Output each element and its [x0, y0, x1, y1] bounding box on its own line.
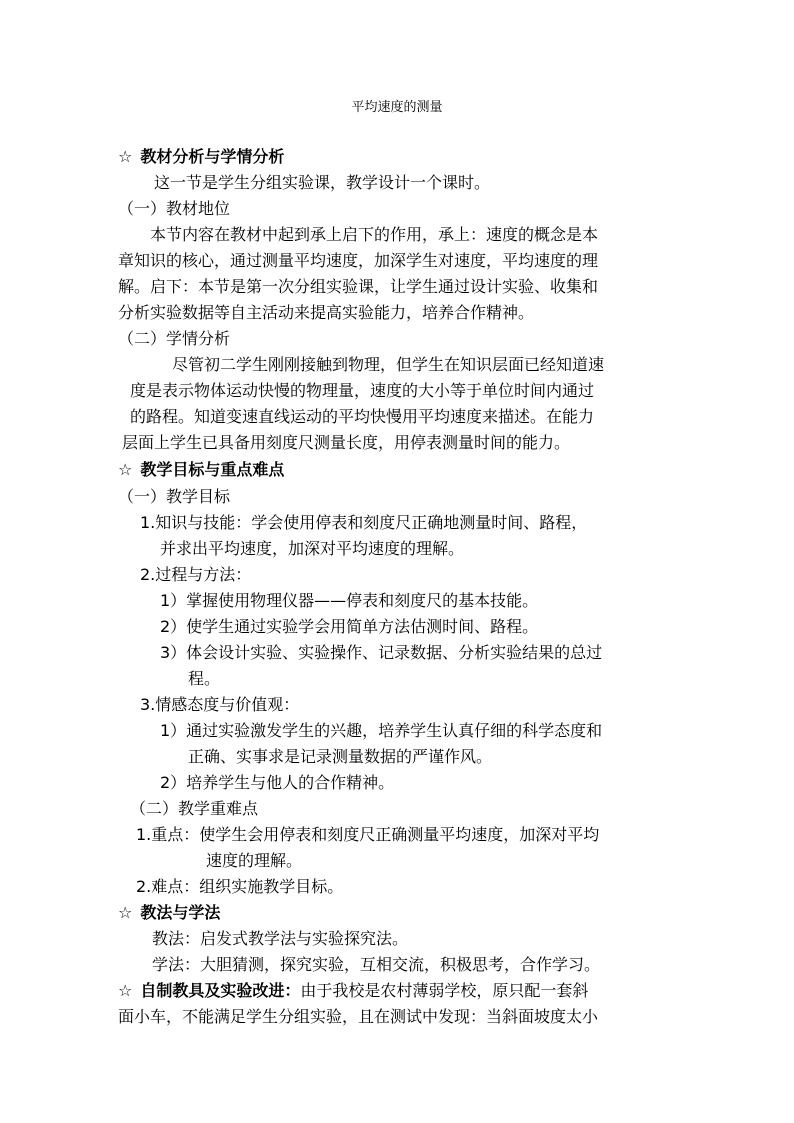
- list-item: 2.难点：组织实施教学目标。: [136, 877, 344, 896]
- subsection-heading: （一）教材地位: [118, 199, 231, 218]
- paragraph-line: 这一节是学生分组实验课，教学设计一个课时。: [154, 173, 491, 192]
- subsection-heading: （二）教学重难点: [130, 799, 259, 818]
- star-icon: ☆: [118, 903, 133, 922]
- list-item: 1.重点：使学生会用停表和刻度尺正确测量平均速度，加深对平均: [136, 825, 600, 844]
- section-heading-text: 教学目标与重点难点: [140, 460, 285, 479]
- paragraph-line: 的路程。知道变速直线运动的平均快慢用平均速度来描述。在能力: [130, 407, 595, 426]
- sub-list-item: 3）体会设计实验、实验操作、记录数据、分析实验结果的总过: [160, 643, 603, 662]
- sub-list-item: 2）培养学生与他人的合作精神。: [160, 773, 395, 792]
- sub-list-item: 1）掌握使用物理仪器——停表和刻度尺的基本技能。: [160, 591, 539, 610]
- paragraph-line: 层面上学生已具备用刻度尺测量长度，用停表测量时间的能力。: [122, 433, 571, 452]
- star-icon: ☆: [118, 981, 133, 1000]
- list-item: 2.过程与方法：: [140, 565, 252, 584]
- subsection-heading: （二）学情分析: [118, 329, 231, 348]
- sub-list-item: 1）通过实验激发学生的兴趣，培养学生认真仔细的科学态度和: [160, 721, 603, 740]
- paragraph-line: 教法：启发式教学法与实验探究法。: [152, 929, 409, 948]
- subsection-heading: （一）教学目标: [118, 487, 231, 506]
- sub-list-item-continuation: 正确、实事求是记录测量数据的严谨作风。: [188, 747, 493, 766]
- page-title: 平均速度的测量: [351, 100, 443, 115]
- paragraph-line: 分析实验数据等自主活动来提高实验能力，培养合作精神。: [118, 303, 535, 322]
- paragraph-line: 度是表示物体运动快慢的物理量，速度的大小等于单位时间内通过: [130, 381, 595, 400]
- section-heading-text: 教材分析与学情分析: [140, 147, 285, 166]
- list-item: 1.知识与技能：学会使用停表和刻度尺正确地测量时间、路程，: [140, 513, 588, 532]
- paragraph-line: 解。启下：本节是第一次分组实验课，让学生通过设计实验、收集和: [118, 277, 599, 296]
- list-item: 3.情感态度与价值观：: [140, 695, 300, 714]
- paragraph-line: 面小车，不能满足学生分组实验，且在测试中发现：当斜面坡度太小: [118, 1007, 599, 1026]
- paragraph-line: 学法：大胆猜测，探究实验，互相交流，积极思考，合作学习。: [152, 955, 601, 974]
- paragraph-inline-text: 由于我校是农村薄弱学校，原只配一套斜: [300, 981, 589, 1000]
- paragraph-line: 本节内容在教材中起到承上启下的作用，承上：速度的概念是本: [150, 225, 599, 244]
- list-item-continuation: 并求出平均速度，加深对平均速度的理解。: [160, 539, 465, 558]
- sub-list-item-continuation: 程。: [188, 669, 221, 688]
- section-heading-goals: [118, 457, 284, 483]
- paragraph-line: 章知识的核心，通过测量平均速度，加深学生对速度，平均速度的理: [118, 251, 599, 270]
- section-heading-methods: [118, 900, 220, 926]
- list-item-continuation: 速度的理解。: [206, 851, 303, 870]
- section-heading-teaching-aids: [118, 978, 588, 1004]
- star-icon: ☆: [118, 147, 133, 166]
- section-heading-analysis: [118, 144, 284, 170]
- section-heading-text: 自制教具及实验改进：: [140, 981, 301, 1000]
- star-icon: ☆: [118, 460, 133, 479]
- section-heading-text: 教法与学法: [140, 903, 221, 922]
- sub-list-item: 2）使学生通过实验学会用简单方法估测时间、路程。: [160, 617, 539, 636]
- paragraph-line: 尽管初二学生刚刚接触到物理，但学生在知识层面已经知道速: [172, 355, 605, 374]
